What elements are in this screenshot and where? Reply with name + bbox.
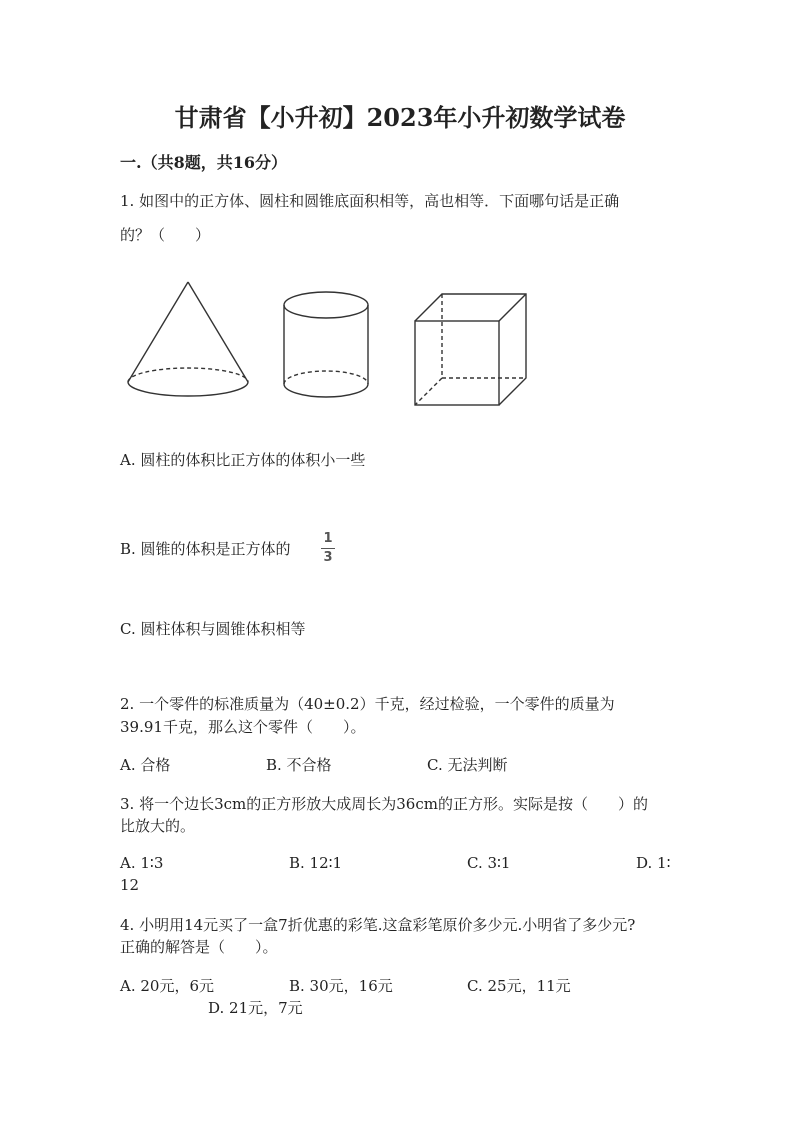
q1-option-a: A. 圆柱的体积比正方体的体积小一些 (120, 451, 366, 469)
fraction-denominator: 3 (323, 550, 333, 565)
q2-stem-line2: 39.91千克，那么这个零件（ ）。 (120, 718, 366, 736)
q3-option-d-continued: 12 (120, 876, 140, 894)
q2-option-c: C. 无法判断 (427, 756, 508, 774)
q3-stem-line2: 比放大的。 (120, 817, 196, 835)
section-heading: 一.（共8题，共16分） (120, 153, 287, 172)
q4-stem-line1: 4. 小明用14元买了一盒7折优惠的彩笔.这盒彩笔原价多少元.小明省了多少元? (120, 916, 636, 934)
q1-option-c: C. 圆柱体积与圆锥体积相等 (120, 620, 306, 638)
q3-option-c: C. 3∶1 (467, 854, 511, 872)
q3-option-b: B. 12∶1 (289, 854, 343, 872)
q4-option-b: B. 30元，16元 (289, 977, 393, 995)
q1-option-b: B. 圆锥的体积是正方体的 (120, 540, 291, 558)
q4-option-a: A. 20元，6元 (120, 977, 214, 995)
q4-stem-line2: 正确的解答是（ ）。 (120, 938, 278, 956)
q3-option-a: A. 1∶3 (120, 854, 164, 872)
q1-stem-line2: 的？（ ） (120, 226, 211, 244)
q2-option-a: A. 合格 (120, 756, 171, 774)
fraction-numerator: 1 (323, 531, 333, 546)
page-title: 甘肃省【小升初】2023年小升初数学试卷 (174, 103, 626, 132)
q4-option-c: C. 25元，11元 (467, 977, 571, 995)
cylinder-figure (284, 292, 368, 397)
q4-option-d: D. 21元，7元 (208, 999, 303, 1017)
q3-option-d: D. 1∶ (636, 854, 671, 872)
cone-figure (128, 282, 248, 396)
fraction-one-third (321, 532, 335, 565)
q1-stem-line1: 1. 如图中的正方体、圆柱和圆锥底面积相等，高也相等．下面哪句话是正确 (120, 192, 620, 210)
cube-figure (415, 294, 526, 405)
q2-option-b: B. 不合格 (266, 756, 332, 774)
q1-figure (120, 276, 540, 411)
q3-stem-line1: 3. 将一个边长3cm的正方形放大成周长为36cm的正方形。实际是按（ ）的 (120, 795, 648, 813)
fraction-bar (321, 548, 335, 549)
q2-stem-line1: 2. 一个零件的标准质量为（40±0.2）千克，经过检验，一个零件的质量为 (120, 695, 615, 713)
